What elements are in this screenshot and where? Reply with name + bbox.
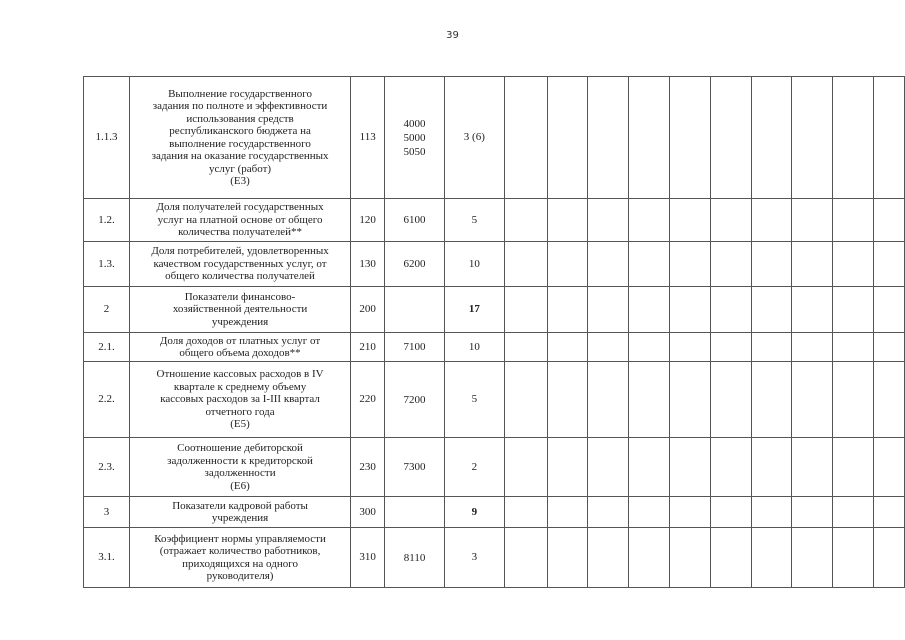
account-code: 7200 xyxy=(403,393,426,406)
table-row xyxy=(84,287,905,333)
empty-cell xyxy=(710,438,751,497)
empty-cell xyxy=(504,497,547,528)
empty-cell xyxy=(629,287,670,333)
max-score: 9 xyxy=(444,497,504,528)
indicator-name-line: качеством государственных услуг, от xyxy=(153,257,327,270)
table-row xyxy=(84,199,905,242)
empty-cell xyxy=(833,242,874,287)
indicator-name-line: (Е5) xyxy=(230,418,250,431)
empty-cell xyxy=(669,333,710,362)
empty-cell xyxy=(547,333,588,362)
row-number: 3 xyxy=(84,497,130,528)
indicator-name-line: Доля потребителей, удовлетворенных xyxy=(151,245,329,258)
empty-cell xyxy=(751,77,792,199)
empty-cell xyxy=(874,199,905,242)
empty-cell xyxy=(833,77,874,199)
indicator-name xyxy=(129,333,350,362)
indicator-name xyxy=(129,438,350,497)
indicator-name-line: Отношение кассовых расходов в IV xyxy=(156,368,324,381)
indicator-name-line: руководителя) xyxy=(206,570,274,582)
empty-cell xyxy=(874,333,905,362)
row-number: 2.1. xyxy=(84,333,130,362)
empty-cell xyxy=(874,77,905,199)
table-row xyxy=(84,77,905,199)
table-row xyxy=(84,528,905,588)
indicator-name-line: выполнение государственного xyxy=(169,137,311,150)
empty-cell xyxy=(629,497,670,528)
empty-cell xyxy=(629,242,670,287)
indicator-name-line: количества получателей** xyxy=(178,226,302,239)
indicator-name xyxy=(129,77,350,199)
account-code: 6200 xyxy=(403,258,426,270)
empty-cell xyxy=(588,242,629,287)
empty-cell xyxy=(710,333,751,362)
account-code: 4000 xyxy=(403,117,426,130)
indicator-name-line: Показатели кадровой работы xyxy=(172,499,308,512)
max-score: 3 xyxy=(444,528,504,588)
empty-cell xyxy=(833,199,874,242)
account-codes xyxy=(385,287,445,333)
indicator-name-line: Показатели финансово- xyxy=(184,290,296,303)
account-codes xyxy=(385,497,445,528)
indicator-name-line: задания по полноте и эффективности xyxy=(152,100,328,112)
empty-cell xyxy=(547,77,588,199)
indicator-name-line: Выполнение государственного xyxy=(168,87,312,100)
indicator-name-line: (Е3) xyxy=(230,175,250,187)
table-row xyxy=(84,242,905,287)
empty-cell xyxy=(588,77,629,199)
empty-cell xyxy=(833,287,874,333)
line-code: 230 xyxy=(351,438,385,497)
indicator-name-line: общего объема доходов** xyxy=(179,347,301,359)
empty-cell xyxy=(710,362,751,438)
indicator-name-line: республиканского бюджета на xyxy=(169,125,311,137)
empty-cell xyxy=(710,199,751,242)
indicator-name-line: услуг на платной основе от общего xyxy=(157,213,323,226)
table-row xyxy=(84,497,905,528)
account-codes xyxy=(385,528,445,588)
indicator-name xyxy=(129,242,350,287)
indicator-name-line: отчетного года xyxy=(205,405,275,418)
max-score: 17 xyxy=(444,287,504,333)
empty-cell xyxy=(710,77,751,199)
empty-cell xyxy=(547,497,588,528)
indicator-name xyxy=(129,287,350,333)
empty-cell xyxy=(629,199,670,242)
empty-cell xyxy=(751,497,792,528)
empty-cell xyxy=(874,528,905,588)
empty-cell xyxy=(874,242,905,287)
empty-cell xyxy=(629,333,670,362)
indicator-name-line: услуг (работ) xyxy=(208,162,272,175)
account-codes xyxy=(385,77,445,199)
empty-cell xyxy=(874,287,905,333)
empty-cell xyxy=(710,528,751,588)
empty-cell xyxy=(504,287,547,333)
indicator-name-line: Доля получателей государственных xyxy=(156,201,324,214)
row-number: 2 xyxy=(84,287,130,333)
indicator-name xyxy=(129,199,350,242)
indicator-name-line: общего количества получателей xyxy=(165,270,315,283)
empty-cell xyxy=(547,438,588,497)
empty-cell xyxy=(504,528,547,588)
line-code: 200 xyxy=(351,287,385,333)
indicator-name-line: квартале к среднему объему xyxy=(173,380,307,393)
empty-cell xyxy=(792,77,833,199)
empty-cell xyxy=(751,242,792,287)
empty-cell xyxy=(588,333,629,362)
empty-cell xyxy=(547,199,588,242)
page-number: 39 xyxy=(446,30,459,41)
empty-cell xyxy=(792,438,833,497)
empty-cell xyxy=(669,199,710,242)
account-codes xyxy=(385,438,445,497)
empty-cell xyxy=(588,287,629,333)
empty-cell xyxy=(629,438,670,497)
empty-cell xyxy=(629,528,670,588)
empty-cell xyxy=(669,77,710,199)
empty-cell xyxy=(504,77,547,199)
account-code: 5000 xyxy=(403,131,426,144)
empty-cell xyxy=(669,528,710,588)
empty-cell xyxy=(833,497,874,528)
empty-cell xyxy=(874,438,905,497)
account-code: 8110 xyxy=(403,551,426,564)
table-row xyxy=(84,362,905,438)
empty-cell xyxy=(833,438,874,497)
empty-cell xyxy=(588,497,629,528)
empty-cell xyxy=(792,242,833,287)
empty-cell xyxy=(547,528,588,588)
empty-cell xyxy=(874,497,905,528)
line-code: 210 xyxy=(351,333,385,362)
empty-cell xyxy=(751,528,792,588)
empty-cell xyxy=(547,362,588,438)
max-score: 3 (6) xyxy=(444,77,504,199)
indicator-name-line: задолженности к кредиторской xyxy=(167,454,313,467)
empty-cell xyxy=(588,438,629,497)
empty-cell xyxy=(792,199,833,242)
empty-cell xyxy=(710,242,751,287)
empty-cell xyxy=(669,497,710,528)
empty-cell xyxy=(669,287,710,333)
account-codes xyxy=(385,199,445,242)
empty-cell xyxy=(792,333,833,362)
indicator-name-line: хозяйственной деятельности xyxy=(172,303,308,316)
row-number: 1.3. xyxy=(84,242,130,287)
empty-cell xyxy=(504,438,547,497)
line-code: 220 xyxy=(351,362,385,438)
indicator-name xyxy=(129,362,350,438)
indicator-name-line: учреждения xyxy=(211,512,269,524)
line-code: 310 xyxy=(351,528,385,588)
max-score: 10 xyxy=(444,242,504,287)
empty-cell xyxy=(792,528,833,588)
row-number: 2.2. xyxy=(84,362,130,438)
max-score: 2 xyxy=(444,438,504,497)
empty-cell xyxy=(751,333,792,362)
empty-cell xyxy=(669,362,710,438)
indicator-table xyxy=(83,76,905,588)
empty-cell xyxy=(629,362,670,438)
indicator-name-line: приходящихся на одного xyxy=(182,557,298,570)
table-row xyxy=(84,438,905,497)
row-number: 2.3. xyxy=(84,438,130,497)
empty-cell xyxy=(669,242,710,287)
empty-cell xyxy=(547,242,588,287)
indicator-name-line: Доля доходов от платных услуг от xyxy=(159,334,321,347)
empty-cell xyxy=(669,438,710,497)
empty-cell xyxy=(588,362,629,438)
empty-cell xyxy=(588,199,629,242)
indicator-name-line: (Е6) xyxy=(230,479,250,492)
indicator-name-line: Соотношение дебиторской xyxy=(177,442,303,454)
empty-cell xyxy=(751,287,792,333)
indicator-name xyxy=(129,497,350,528)
indicator-name xyxy=(129,528,350,588)
empty-cell xyxy=(504,242,547,287)
indicator-name-line: кассовых расходов за I-III квартал xyxy=(160,393,320,406)
account-codes xyxy=(385,333,445,362)
line-code: 130 xyxy=(351,242,385,287)
account-codes xyxy=(385,242,445,287)
empty-cell xyxy=(547,287,588,333)
indicator-name-line: использования средств xyxy=(186,112,294,125)
empty-cell xyxy=(751,199,792,242)
line-code: 120 xyxy=(351,199,385,242)
max-score: 5 xyxy=(444,199,504,242)
empty-cell xyxy=(833,333,874,362)
empty-cell xyxy=(504,199,547,242)
row-number: 1.1.3 xyxy=(84,77,130,199)
indicator-name-line: задолженности xyxy=(204,467,276,479)
max-score: 10 xyxy=(444,333,504,362)
empty-cell xyxy=(710,287,751,333)
empty-cell xyxy=(792,497,833,528)
empty-cell xyxy=(710,497,751,528)
empty-cell xyxy=(629,77,670,199)
empty-cell xyxy=(751,362,792,438)
account-code: 7300 xyxy=(403,461,426,473)
indicator-name-line: (отражает количество работников, xyxy=(159,545,321,557)
account-code: 5050 xyxy=(403,145,426,158)
line-code: 113 xyxy=(351,77,385,199)
empty-cell xyxy=(833,362,874,438)
max-score: 5 xyxy=(444,362,504,438)
empty-cell xyxy=(792,287,833,333)
table-row xyxy=(84,333,905,362)
empty-cell xyxy=(874,362,905,438)
account-code: 7100 xyxy=(403,341,426,353)
empty-cell xyxy=(504,333,547,362)
account-codes xyxy=(385,362,445,438)
indicator-name-line: учреждения xyxy=(211,315,269,328)
indicator-name-line: задания на оказание государственных xyxy=(151,150,329,162)
empty-cell xyxy=(792,362,833,438)
empty-cell xyxy=(833,528,874,588)
empty-cell xyxy=(588,528,629,588)
empty-cell xyxy=(751,438,792,497)
indicator-name-line: Коэффициент нормы управляемости xyxy=(154,532,326,545)
empty-cell xyxy=(504,362,547,438)
account-code: 6100 xyxy=(403,214,426,226)
row-number: 1.2. xyxy=(84,199,130,242)
row-number: 3.1. xyxy=(84,528,130,588)
line-code: 300 xyxy=(351,497,385,528)
